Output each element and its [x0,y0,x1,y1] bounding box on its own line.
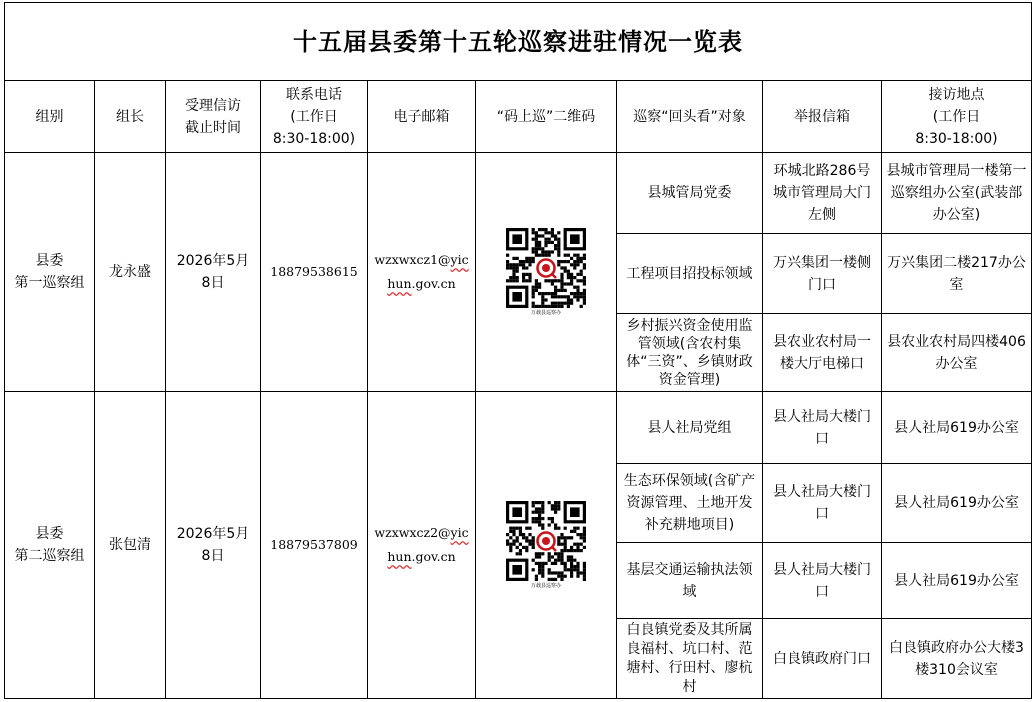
group-name-line1: 县委 [35,526,64,542]
mailbox-cell: 县人社局大楼门口 [763,543,882,619]
header-group: 组别 [5,81,95,153]
header-qr: “码上巡”二维码 [476,81,617,153]
header-phone-line2: (工作日 [290,108,338,125]
header-phone-line1: 联系电话 [286,86,342,103]
mailbox-cell: 环城北路286号城市管理局大门左侧 [763,153,882,234]
header-phone [261,81,368,153]
header-deadline-line2: 截止时间 [185,119,241,136]
email-part: yic [450,525,469,540]
table-row [5,392,1032,464]
location-cell: 县人社局619办公室 [882,392,1032,464]
location-cell: 县农业农村局四楼406办公室 [882,314,1032,392]
page-title: 十五届县委第十五轮巡察进驻情况一览表 [5,3,1032,81]
header-leader: 组长 [95,81,166,153]
mailbox-cell: 白良镇政府门口 [763,619,882,699]
qr-cell [476,153,617,392]
email-part: hun [387,549,412,564]
deadline-line2: 8日 [201,548,225,564]
location-cell: 万兴集团二楼217办公室 [882,234,1032,314]
mailbox-cell: 县人社局大楼门口 [763,464,882,543]
email-part: wzxwxcz1@ [374,252,451,267]
location-cell: 县城市管理局一楼第一巡察组办公室(武装部办公室) [882,153,1032,234]
header-location-line2: (工作日 [932,108,981,125]
target-cell: 县人社局党组 [617,392,763,464]
header-email: 电子邮箱 [368,81,476,153]
header-deadline-line1: 受理信访 [185,97,241,114]
email-part: wzxwxcz2@ [374,525,451,540]
header-location [882,81,1032,153]
target-cell: 白良镇党委及其所属良福村、坑口村、范塘村、行田村、廖杭村 [617,619,763,699]
inspection-table [4,2,1032,699]
header-location-line3: 8:30-18:00) [915,130,998,147]
table-row [5,153,1032,234]
mailbox-cell: 县人社局大楼门口 [763,392,882,464]
group-email[interactable] [368,153,476,392]
deadline-line1: 2026年5月 [176,253,250,269]
group-name [5,153,95,392]
email-part: hun [387,276,412,291]
target-cell: 生态环保领域(含矿产资源管理、土地开发补充耕地项目) [617,464,763,543]
header-deadline [166,81,261,153]
group-name-line1: 县委 [35,253,64,269]
location-cell: 县人社局619办公室 [882,464,1032,543]
group-phone[interactable]: 18879538615 [261,153,368,392]
qr-caption: 万载县巡察办 [530,310,561,316]
mailbox-cell: 万兴集团一楼侧门口 [763,234,882,314]
group-name-line2: 第一巡察组 [14,275,85,291]
group-deadline [166,153,261,392]
email-part: .gov.cn [411,549,456,564]
group-leader: 龙永盛 [95,153,166,392]
location-cell: 白良镇政府办公大楼3楼310会议室 [882,619,1032,699]
header-target: 巡察“回头看”对象 [617,81,763,153]
group-name [5,392,95,699]
qr-code-icon[interactable] [501,500,591,582]
mailbox-cell: 县农业农村局一楼大厅电梯口 [763,314,882,392]
target-cell: 工程项目招投标领域 [617,234,763,314]
email-part: yic [450,252,469,267]
group-deadline [166,392,261,699]
header-mailbox: 举报信箱 [763,81,882,153]
group-phone[interactable]: 18879537809 [261,392,368,699]
qr-cell [476,392,617,699]
group-email[interactable] [368,392,476,699]
target-cell: 基层交通运输执法领域 [617,543,763,619]
deadline-line2: 8日 [201,275,225,291]
header-phone-line3: 8:30-18:00) [272,130,356,147]
qr-caption: 万载县巡察办 [530,583,561,589]
group-name-line2: 第二巡察组 [14,548,85,564]
email-part: .gov.cn [411,276,456,291]
group-leader: 张包清 [95,392,166,699]
header-location-line1: 接访地点 [928,86,985,103]
qr-code-icon[interactable] [501,227,591,309]
location-cell: 县人社局619办公室 [882,543,1032,619]
target-cell: 县城管局党委 [617,153,763,234]
target-cell: 乡村振兴资金使用监管领域(含农村集体“三资”、乡镇财政资金管理) [617,314,763,392]
deadline-line1: 2026年5月 [176,526,250,542]
